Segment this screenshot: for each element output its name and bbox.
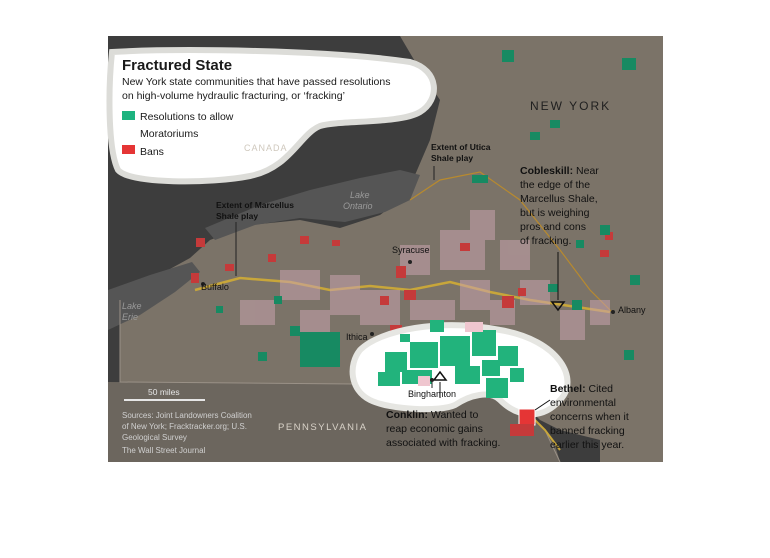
legend-allow-label: Resolutions to allow xyxy=(140,111,234,123)
legend-moratorium-label: Moratoriums xyxy=(140,128,199,140)
map-subtitle-1: New York state communities that have passed resolutions xyxy=(122,76,391,88)
sources-line3: Geological Survey xyxy=(122,433,187,442)
bethel-line5: earlier this year. xyxy=(550,439,625,451)
buffalo-label: Buffalo xyxy=(201,282,229,292)
cobleskill-line3: Marcellus Shale, xyxy=(520,193,598,205)
legend-ban-label: Bans xyxy=(140,146,164,158)
cobleskill-line6: of fracking. xyxy=(520,235,572,247)
marcellus-label-2: Shale play xyxy=(216,211,259,221)
bethel-line2: environmental xyxy=(550,397,616,409)
utica-label-1: Extent of Utica xyxy=(431,142,491,152)
bethel-line4: banned fracking xyxy=(550,425,625,437)
conklin-line1: Wanted to xyxy=(428,409,479,421)
bethel-name: Bethel: xyxy=(550,383,586,395)
ban-area-se xyxy=(510,424,534,436)
marcellus-label-1: Extent of Marcellus xyxy=(216,200,294,210)
conklin-name: Conklin: xyxy=(386,409,428,421)
ithica-dot xyxy=(370,332,374,336)
cobleskill-name: Cobleskill: xyxy=(520,165,574,177)
utica-label-2: Shale play xyxy=(431,153,474,163)
cobleskill-line5: pros and cons xyxy=(520,221,586,233)
lake-ontario-label-2: Ontario xyxy=(343,201,373,211)
bethel-line3: concerns when it xyxy=(550,411,629,423)
syracuse-dot xyxy=(408,260,412,264)
legend-ban-swatch xyxy=(122,145,135,154)
cobleskill-line1: Near xyxy=(573,165,599,177)
map-title: Fractured State xyxy=(122,57,233,74)
scale-label: 50 miles xyxy=(148,387,180,397)
syracuse-label: Syracuse xyxy=(392,245,430,255)
albany-dot xyxy=(611,310,615,314)
albany-label: Albany xyxy=(618,305,646,315)
bethel-line1: Cited xyxy=(585,383,614,395)
lake-ontario-label-1: Lake xyxy=(350,190,370,200)
ithica-label: Ithica xyxy=(346,332,368,342)
legend-allow-swatch xyxy=(122,111,135,120)
new-york-label: NEW YORK xyxy=(530,99,612,113)
lake-erie-label-1: Lake xyxy=(122,301,142,311)
canada-label: CANADA xyxy=(244,143,288,153)
credit: The Wall Street Journal xyxy=(122,446,206,455)
conklin-line3: associated with fracking. xyxy=(386,437,501,449)
lake-erie-label-2: Erie xyxy=(122,312,139,322)
bethel-ban-area xyxy=(519,409,535,425)
map-subtitle-2: on high-volume hydraulic fracturing, or ‘fracking’ xyxy=(122,90,345,102)
pennsylvania-label: PENNSYLVANIA xyxy=(278,422,368,433)
sources-line2: of New York; Fracktracker.org; U.S. xyxy=(122,422,247,431)
sources-line1: Sources: Joint Landowners Coalition xyxy=(122,411,252,420)
binghamton-dot xyxy=(430,378,434,382)
cobleskill-line4: but is weighing xyxy=(520,207,590,219)
cobleskill-line2: the edge of the xyxy=(520,179,591,191)
conklin-line2: reap economic gains xyxy=(386,423,483,435)
legend-moratorium-swatch xyxy=(122,127,135,136)
binghamton-label: Binghamton xyxy=(408,389,457,399)
